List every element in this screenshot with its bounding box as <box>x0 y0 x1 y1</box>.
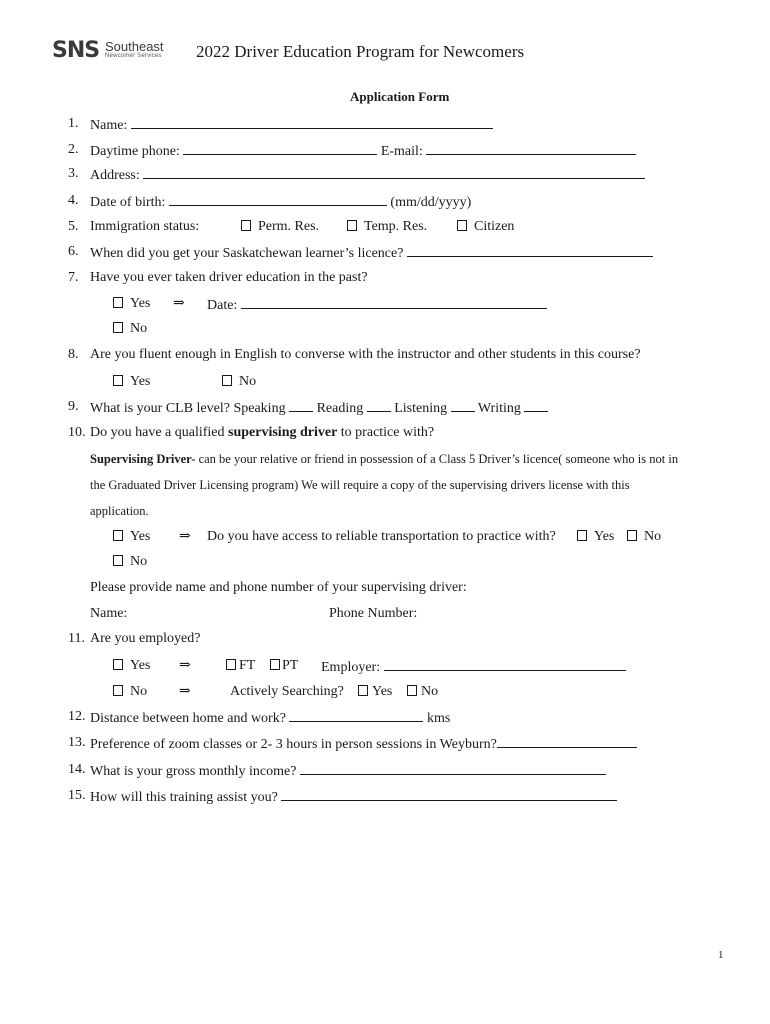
question-14 <box>68 762 297 779</box>
q15-number: 15. <box>68 788 86 803</box>
q1-number: 1. <box>68 116 79 131</box>
writing-field[interactable] <box>524 399 548 412</box>
q7-no-checkbox[interactable] <box>113 322 123 333</box>
q7-date-field[interactable] <box>241 296 547 309</box>
date-of-birth-field[interactable] <box>169 193 387 206</box>
q7-label: Have you ever taken driver education in the past? <box>90 270 368 285</box>
date-format-hint: (mm/dd/yyyy) <box>390 195 472 210</box>
q8-no-option[interactable]: No <box>222 374 256 390</box>
income-field[interactable] <box>300 762 606 775</box>
question-7 <box>68 270 368 286</box>
perm-res-option[interactable]: Perm. Res. <box>241 219 319 235</box>
employer-field[interactable] <box>384 658 626 671</box>
note-line-3: application. <box>90 504 149 518</box>
listening-field[interactable] <box>451 399 475 412</box>
perm-res-checkbox[interactable] <box>241 220 251 231</box>
page-number: 1 <box>718 949 724 961</box>
question-4 <box>68 193 472 210</box>
arrow-icon: ⇒ <box>173 296 185 311</box>
form-title: Application Form <box>350 89 450 104</box>
question-15 <box>68 788 278 805</box>
supervising-driver-name-label: Name: <box>90 606 128 621</box>
searching-yes-option[interactable]: Yes <box>358 684 392 700</box>
note-line-2: the Graduated Driver Licensing program) We will require a copy of the supervising drivers license with this <box>90 478 630 492</box>
q7-date-label: Date: <box>207 298 238 313</box>
address-field[interactable] <box>143 166 645 179</box>
q2-label: Daytime phone: <box>90 144 180 159</box>
question-9 <box>68 399 521 416</box>
supervising-driver-phone-label: Phone Number: <box>329 606 418 621</box>
sns-logo <box>52 38 172 64</box>
transport-no-checkbox[interactable] <box>627 530 637 541</box>
actively-searching-label: Actively Searching? <box>230 684 344 699</box>
ft-checkbox[interactable] <box>226 659 236 670</box>
listening-label: Listening <box>394 401 448 416</box>
q13-label: Preference of zoom classes or 2- 3 hours in person sessions in Weyburn? <box>90 737 497 752</box>
reading-field[interactable] <box>367 399 391 412</box>
logo-mark: SNS <box>52 38 100 63</box>
transport-question: Do you have access to reliable transportation to practice with? <box>207 529 556 544</box>
q6-label: When did you get your Saskatchewan learner’s licence? <box>90 246 404 261</box>
question-12 <box>68 709 451 726</box>
q11-yes-option[interactable]: Yes <box>113 658 150 673</box>
q8-yes-checkbox[interactable] <box>113 375 123 386</box>
searching-yes-checkbox[interactable] <box>358 685 368 696</box>
q7-yes-checkbox[interactable] <box>113 297 123 308</box>
question-5 <box>68 219 515 235</box>
q11-no-option[interactable]: No <box>113 684 147 699</box>
logo-subtitle: Newcomer Services <box>105 53 162 59</box>
daytime-phone-field[interactable] <box>183 142 377 155</box>
question-11 <box>68 631 201 647</box>
q8-yes-option[interactable]: Yes <box>113 374 150 390</box>
distance-unit: kms <box>426 711 451 726</box>
transport-yes-option[interactable]: Yes <box>577 529 614 545</box>
q5-number: 5. <box>68 219 79 234</box>
q7-yes-option[interactable]: Yes <box>113 296 150 311</box>
q10-yes-row <box>113 529 662 545</box>
q9-label: What is your CLB level? Speaking <box>90 401 286 416</box>
q11-yes-row <box>113 658 381 675</box>
note-line-1: can be your relative or friend in possession of a Class 5 Driver’s licence( someone who is not in <box>198 452 679 466</box>
employer-label: Employer: <box>321 660 381 675</box>
q10-no-option[interactable]: No <box>113 554 147 570</box>
speaking-field[interactable] <box>289 399 313 412</box>
q8-number: 8. <box>68 347 79 362</box>
question-6 <box>68 244 404 261</box>
q11-no-checkbox[interactable] <box>113 685 123 696</box>
q3-label: Address: <box>90 168 140 183</box>
q3-number: 3. <box>68 166 79 181</box>
question-8 <box>68 347 641 363</box>
ft-option[interactable]: FT <box>226 658 255 674</box>
q7-yes-row <box>113 296 238 313</box>
q12-number: 12. <box>68 709 86 724</box>
reading-label: Reading <box>316 401 364 416</box>
q10-yes-checkbox[interactable] <box>113 530 123 541</box>
logo-name: Southeast <box>105 39 164 54</box>
searching-no-option[interactable]: No <box>407 684 438 700</box>
name-field[interactable] <box>131 116 493 129</box>
q10-label-post: to practice with? <box>340 425 435 440</box>
supervising-driver-note-1 <box>90 452 678 467</box>
question-10 <box>68 425 435 441</box>
supervising-driver-request: Please provide name and phone number of your supervising driver: <box>90 580 467 595</box>
question-2 <box>68 142 423 159</box>
q8-no-checkbox[interactable] <box>222 375 232 386</box>
pt-option[interactable]: PT <box>270 658 298 674</box>
q11-yes-checkbox[interactable] <box>113 659 123 670</box>
citizen-option[interactable]: Citizen <box>457 219 514 235</box>
q11-no-row <box>113 684 439 700</box>
q10-yes-option[interactable]: Yes <box>113 529 150 544</box>
arrow-icon: ⇒ <box>179 658 191 673</box>
q4-label: Date of birth: <box>90 195 166 210</box>
arrow-icon: ⇒ <box>179 684 191 699</box>
document-title: 2022 Driver Education Program for Newcomers <box>196 42 525 61</box>
citizen-checkbox[interactable] <box>457 220 467 231</box>
class-preference-field[interactable] <box>497 735 637 748</box>
arrow-icon: ⇒ <box>179 529 191 544</box>
q4-number: 4. <box>68 193 79 208</box>
q7-no-option[interactable]: No <box>113 321 147 337</box>
training-benefit-field[interactable] <box>281 788 617 801</box>
q10-label-pre: Do you have a qualified <box>90 425 225 440</box>
question-1 <box>68 116 128 133</box>
writing-label: Writing <box>477 401 521 416</box>
email-field[interactable] <box>426 142 636 155</box>
question-3 <box>68 166 140 183</box>
q10-number: 10. <box>68 425 86 440</box>
q13-number: 13. <box>68 735 86 750</box>
q15-label: How will this training assist you? <box>90 790 278 805</box>
note-bold: Supervising Driver- <box>90 452 196 466</box>
transport-yes-checkbox[interactable] <box>577 530 587 541</box>
email-label: E-mail: <box>380 144 423 159</box>
q11-number: 11. <box>68 631 85 646</box>
q5-label: Immigration status: <box>90 219 200 234</box>
pt-checkbox[interactable] <box>270 659 280 670</box>
q10-label-bold: supervising driver <box>228 425 338 440</box>
q7-number: 7. <box>68 270 79 285</box>
q14-label: What is your gross monthly income? <box>90 764 297 779</box>
q2-number: 2. <box>68 142 79 157</box>
question-13 <box>68 735 497 752</box>
q1-label: Name: <box>90 118 128 133</box>
q8-label: Are you fluent enough in English to converse with the instructor and other students in this course? <box>90 347 641 362</box>
q9-number: 9. <box>68 399 79 414</box>
q10-no-checkbox[interactable] <box>113 555 123 566</box>
searching-no-checkbox[interactable] <box>407 685 417 696</box>
distance-field[interactable] <box>289 709 423 722</box>
temp-res-option[interactable]: Temp. Res. <box>347 219 427 235</box>
q6-number: 6. <box>68 244 79 259</box>
transport-no-option[interactable]: No <box>627 529 661 545</box>
q11-label: Are you employed? <box>90 631 201 646</box>
q14-number: 14. <box>68 762 86 777</box>
learners-licence-date-field[interactable] <box>407 244 653 257</box>
q12-label: Distance between home and work? <box>90 711 286 726</box>
temp-res-checkbox[interactable] <box>347 220 357 231</box>
